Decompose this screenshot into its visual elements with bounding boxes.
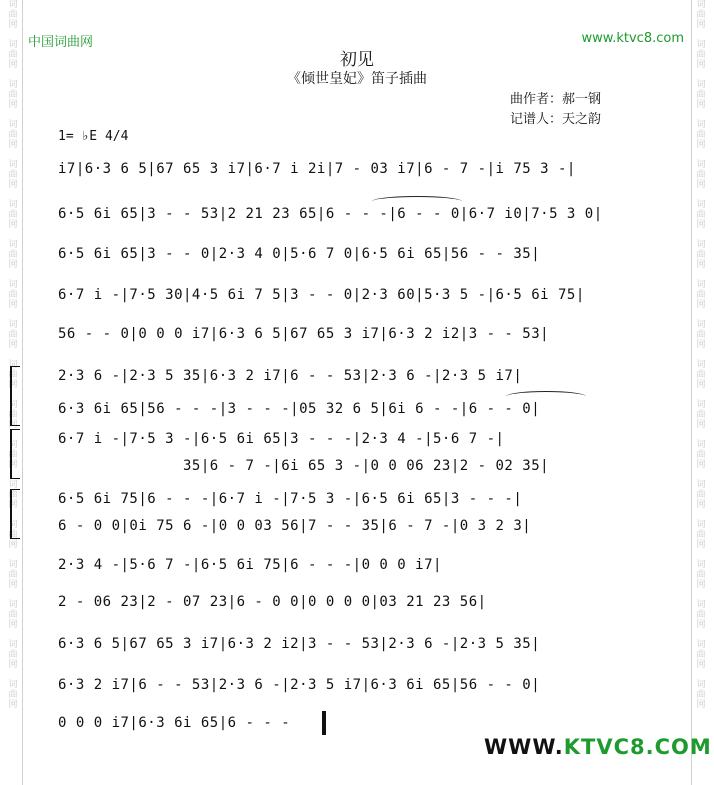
score-line-2: 6·5 6i 65|3 - - 53|2 21 23 65|6 - - -|6 - - 0|6·7 i0|7·5 3 0| [58,206,603,222]
score-line-5: 56 - - 0|0 0 0 i7|6·3 6 5|67 65 3 i7|6·3 2 i2|3 - - 53| [58,326,550,342]
score-line-7: 6·3 6i 65|56 - - -|3 - - -|05 32 6 5|6i 6 - -|6 - - 0| [58,401,541,417]
score-line-16: 0 0 0 i7|6·3 6i 65|6 - - - [58,715,291,731]
part-bracket-1 [10,366,20,426]
score-line-4: 6·7 i -|7·5 30|4·5 6i 7 5|3 - - 0|2·3 60|5·3 5 -|6·5 6i 75| [58,287,585,303]
score [58,0,688,785]
song-title: 初见 [340,50,374,70]
tie-mark-2 [506,391,586,402]
score-line-14: 6·3 6 5|67 65 3 i7|6·3 2 i2|3 - - 53|2·3 6 -|2·3 5 35| [58,636,541,652]
score-line-9: 35|6 - 7 -|6i 65 3 -|0 0 06 23|2 - 02 35| [58,458,550,474]
score-line-3: 6·5 6i 65|3 - - 0|2·3 4 0|5·6 7 0|6·5 6i 65|56 - - 35| [58,246,541,262]
score-line-1: i7|6·3 6 5|67 65 3 i7|6·7 i 2i|7 - 03 i7|6 - 7 -|i 75 3 -| [58,161,576,177]
final-barline [322,711,326,735]
site-name-link[interactable]: 中国词曲网 [28,35,94,50]
right-watermark: 词 曲 网 词 曲 网 词 曲 网 词 曲 网 词 曲 网 词 曲 网 词 曲 网 词 曲 网 词 曲 网 词 曲 网 词 曲 网 词 曲 网 词 曲 网 词 曲 网 词 曲 网 词 曲 网 词 曲 网 词 曲 网 [696,0,706,710]
site-logo [484,735,712,759]
left-watermark: 词 曲 网 词 曲 网 词 曲 网 词 曲 网 词 曲 网 词 曲 网 词 曲 网 词 曲 网 词 曲 网 词 曲 网 词 曲 网 词 曲 网 词 曲 网 词 曲 网 词 曲 网 词 曲 网 词 曲 网 词 曲 网 [8,0,18,710]
score-line-11: 6 - 0 0|0i 75 6 -|0 0 03 56|7 - - 35|6 - 7 -|0 3 2 3| [58,518,532,534]
logo-com: .COM [645,735,712,759]
song-subtitle: 《倾世皇妃》笛子插曲 [287,71,427,87]
site-url-link[interactable]: www.ktvc8.com [581,31,684,46]
score-line-12: 2·3 4 -|5·6 7 -|6·5 6i 75|6 - - -|0 0 0 i7| [58,557,442,573]
score-line-6: 2·3 6 -|2·3 5 35|6·3 2 i7|6 - - 53|2·3 6 -|2·3 5 i7| [58,368,523,384]
logo-www: WWW. [484,735,564,759]
score-line-8: 6·7 i -|7·5 3 -|6·5 6i 65|3 - - -|2·3 4 -|5·6 7 -| [58,431,505,447]
score-line-15: 6·3 2 i7|6 - - 53|2·3 6 -|2·3 5 i7|6·3 6i 65|56 - - 0| [58,677,541,693]
score-line-13: 2 - 06 23|2 - 07 23|6 - 0 0|0 0 0 0|03 21 23 56| [58,594,487,610]
composer-credit: 曲作者：郝一钢 [510,92,602,107]
notator-credit: 记谱人：天之韵 [510,112,602,127]
part-bracket-3 [10,489,20,539]
score-line-10: 6·5 6i 75|6 - - -|6·7 i -|7·5 3 -|6·5 6i 65|3 - - -| [58,491,523,507]
part-bracket-2 [10,429,20,479]
logo-ktvc8: KTVC8 [563,735,646,759]
key-signature: 1= ♭E 4/4 [58,129,129,144]
tie-mark-1 [372,196,462,207]
